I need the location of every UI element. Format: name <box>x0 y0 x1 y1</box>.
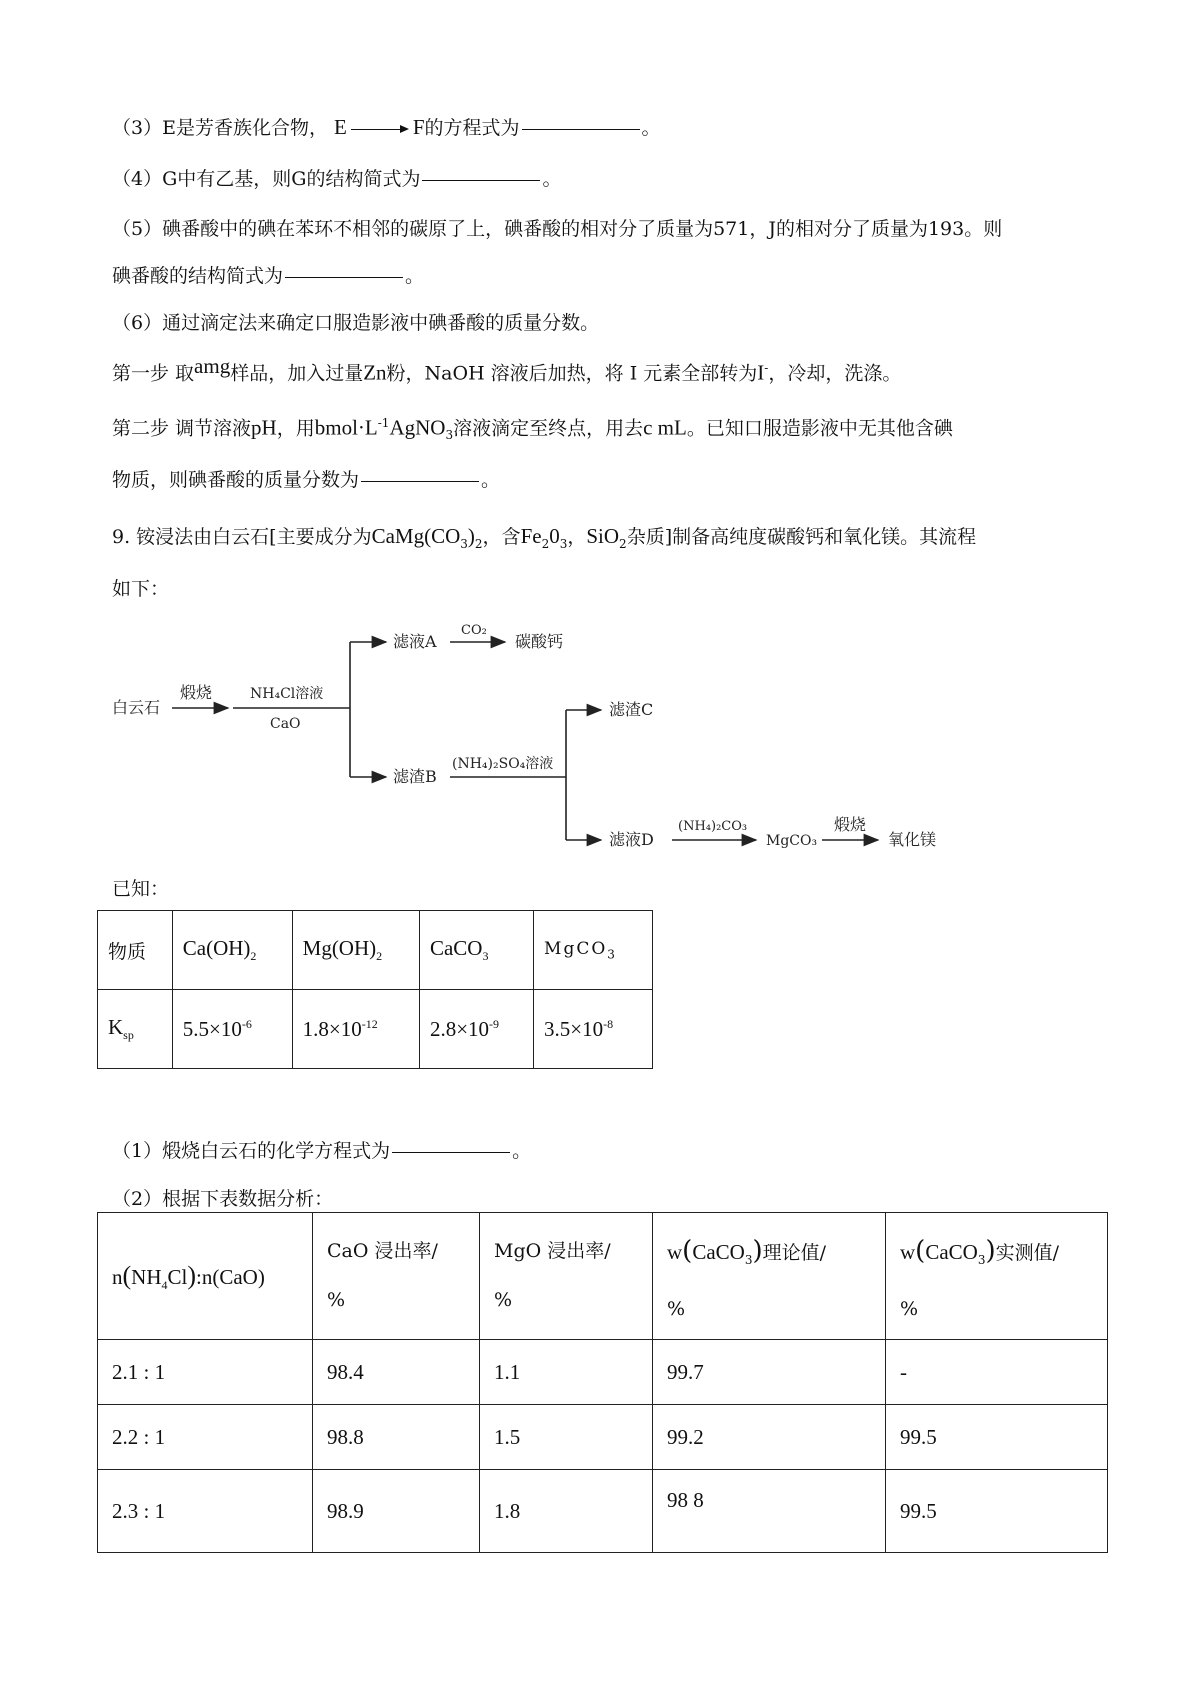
answer-blank[interactable] <box>392 1152 510 1153</box>
q9-fe: Fe <box>520 524 542 548</box>
flow-start: 白云石 <box>112 698 161 717</box>
answer-blank[interactable] <box>522 129 640 130</box>
step2-a: 第二步 调节溶液 <box>112 417 252 440</box>
flow-reagent-top: NH₄Cl溶液 <box>250 686 324 702</box>
cell-ratio: 2.2 : 1 <box>98 1405 313 1470</box>
step2-c: 溶液滴定至终点，用去 <box>453 417 644 440</box>
p2-line: （2）根据下表数据分析： <box>112 1188 334 1210</box>
header-theoretical <box>653 1213 886 1340</box>
q5-line2 <box>112 267 424 286</box>
step2-d: 。已知口服造影液中无其他含碘 <box>686 417 953 440</box>
ksp-value-row <box>98 990 653 1069</box>
h1d: :n(CaO) <box>196 1265 265 1290</box>
ksp-header-sub: 3 <box>607 947 617 962</box>
step3-end: 。 <box>481 469 501 491</box>
flow-residue-b: 滤渣B <box>393 767 437 786</box>
header-ratio <box>98 1213 313 1340</box>
ksp-header <box>419 911 533 990</box>
step2-agno: AgNO <box>389 415 446 440</box>
ksp-header-text: Mg(OH) <box>302 935 377 960</box>
step2-conc: bmol·L <box>314 415 378 440</box>
cell-cao: 98.9 <box>313 1470 480 1553</box>
h4d: % <box>667 1298 686 1321</box>
h4-paren-open: ( <box>682 1235 693 1266</box>
h4b-sub: 3 <box>744 1252 753 1267</box>
h5d: % <box>900 1298 919 1321</box>
process-flow-diagram <box>0 620 1200 860</box>
h1b: NH <box>131 1265 162 1290</box>
table-row <box>98 1340 1108 1405</box>
answer-blank[interactable] <box>422 180 540 181</box>
flow-mgo: 氧化镁 <box>888 830 937 849</box>
cell-cao: 98.8 <box>313 1405 480 1470</box>
cell-theoretical: 99.7 <box>653 1340 886 1405</box>
ksp-header-text: CaCO <box>429 935 483 960</box>
ksp-mantissa: 3.5×10 <box>544 1016 604 1041</box>
q3-prefix: （3）E是芳香族化合物， <box>112 117 328 139</box>
q9-formula: CaMg(CO <box>371 524 461 548</box>
flow-filtrate-a: 滤液A <box>393 632 437 651</box>
h5a: w <box>900 1239 916 1264</box>
leaching-data-table <box>97 1212 1108 1553</box>
q6-step2 <box>112 417 953 441</box>
flow-filtrate-d: 滤液D <box>609 830 654 849</box>
h5-paren-open: ( <box>915 1235 926 1266</box>
step1-b: 样品，加入过量 <box>230 362 364 385</box>
h3: MgO 浸出率/ <box>494 1239 611 1262</box>
q9-formula-sub2: 2 <box>474 536 483 551</box>
flow-reagent-d: (NH₄)₂CO₃ <box>678 819 748 834</box>
ksp-value <box>534 990 653 1069</box>
q9-fe-sub1: 2 <box>541 536 550 551</box>
h1-paren-close: ) <box>187 1261 197 1291</box>
q9-line1 <box>112 526 976 550</box>
q5-line1: （5）碘番酸中的碘在苯环不相邻的碳原了上，碘番酸的相对分了质量为571，J的相对分了质量为193。则 <box>112 218 1003 240</box>
q3-line <box>112 117 661 138</box>
ksp-label-sub: sp <box>123 1028 134 1043</box>
q9-a: 9. 铵浸法由白云石[主要成分为 <box>112 526 372 548</box>
flow-calcine2: 煅烧 <box>834 815 867 834</box>
q4-line <box>112 170 561 189</box>
answer-blank[interactable] <box>285 277 403 278</box>
h2b: % <box>327 1289 346 1311</box>
ksp-exponent: -9 <box>489 1016 500 1031</box>
ksp-mantissa: 2.8×10 <box>429 1016 490 1041</box>
step1-zn: Zn <box>363 360 387 385</box>
step3-text: 物质，则碘番酸的质量分数为 <box>112 469 360 491</box>
h5c: 实测值/ <box>995 1241 1060 1264</box>
step2-conc-exp: -1 <box>377 416 390 430</box>
h5-paren-close: ) <box>985 1235 996 1266</box>
answer-blank[interactable] <box>361 481 479 482</box>
q9-line2: 如下： <box>112 578 170 600</box>
cell-measured: 99.5 <box>886 1405 1108 1470</box>
q9-sio-sub: 2 <box>619 536 627 551</box>
ksp-exponent: -8 <box>603 1016 614 1031</box>
step1-ion-charge: - <box>764 361 769 375</box>
cell-theoretical: 98 8 <box>653 1470 886 1553</box>
step2-b: ，用 <box>276 417 315 440</box>
cell-measured: - <box>886 1340 1108 1405</box>
h4-paren-close: ) <box>752 1235 763 1266</box>
flow-calcine1: 煅烧 <box>180 683 213 702</box>
q9-fe-sub2: 3 <box>559 536 568 551</box>
header-measured <box>886 1213 1108 1340</box>
step1-d: ，冷却，洗涤。 <box>768 362 902 385</box>
flow-reagent-bottom: CaO <box>270 716 301 732</box>
step1-a: 第一步 取 <box>112 362 195 385</box>
q4-end: 。 <box>542 168 562 190</box>
h4a: w <box>667 1239 683 1264</box>
step2-agno-sub: 3 <box>445 428 454 443</box>
h5b-sub: 3 <box>977 1252 986 1267</box>
flow-reagent-b: (NH₄)₂SO₄溶液 <box>452 756 554 772</box>
cell-mgo: 1.8 <box>480 1470 653 1553</box>
q9-formula-sub1: 3 <box>460 536 468 551</box>
q3-f: F <box>412 115 425 139</box>
cell-mgo: 1.1 <box>480 1340 653 1405</box>
ksp-header-text: Ca(OH) <box>182 935 251 960</box>
p1-text: （1）煅烧白云石的化学方程式为 <box>112 1140 391 1162</box>
step1-amg: amg <box>194 354 231 379</box>
h1a: n <box>112 1265 123 1290</box>
header-mgo <box>480 1213 653 1340</box>
ksp-header-text: MgCO <box>544 938 608 959</box>
q5-end: 。 <box>405 265 425 287</box>
q4-text: （4）G中有乙基，则G的结构简式为 <box>112 168 421 190</box>
known-label: 已知： <box>112 878 170 900</box>
ksp-row-label <box>98 990 173 1069</box>
ksp-header <box>172 911 292 990</box>
flow-co2: CO₂ <box>461 623 487 638</box>
flow-mgco3: MgCO₃ <box>766 833 818 849</box>
h5b: CaCO <box>925 1239 978 1264</box>
ksp-header-row <box>98 911 653 990</box>
p1-end: 。 <box>512 1140 532 1162</box>
cell-cao: 98.4 <box>313 1340 480 1405</box>
header-cao <box>313 1213 480 1340</box>
data-header-row <box>98 1213 1108 1340</box>
q9-c: ， <box>567 526 587 548</box>
ksp-mantissa: 1.8×10 <box>302 1016 362 1041</box>
cell-measured: 99.5 <box>886 1470 1108 1553</box>
reaction-arrow-icon <box>351 124 409 134</box>
step1-c: 粉，NaOH 溶液后加热，将 I 元素全部转为 <box>386 362 758 385</box>
ksp-value <box>172 990 292 1069</box>
flow-residue-c: 滤渣C <box>609 700 654 719</box>
h3b: % <box>494 1289 513 1311</box>
ksp-exponent: -12 <box>361 1016 378 1031</box>
h4c: 理论值/ <box>762 1241 827 1264</box>
step2-ph: pH <box>251 415 277 440</box>
h1c: Cl <box>167 1265 188 1290</box>
ksp-label-k: K <box>108 1014 124 1039</box>
cell-theoretical: 99.2 <box>653 1405 886 1470</box>
h1-paren-open: ( <box>122 1261 132 1291</box>
table-row <box>98 1405 1108 1470</box>
q9-b: ，含 <box>482 526 521 548</box>
q9-d: 杂质]制备高纯度碳酸钙和氧化镁。其流程 <box>626 526 977 548</box>
ksp-header-substance: 物质 <box>98 911 173 990</box>
q6-step3 <box>112 471 500 490</box>
ksp-value <box>419 990 533 1069</box>
ksp-header-sub: 2 <box>376 949 383 964</box>
p1-line <box>112 1142 531 1161</box>
q6-intro: （6）通过滴定法来确定口服造影液中碘番酸的质量分数。 <box>112 312 600 334</box>
flow-caco3: 碳酸钙 <box>515 632 564 651</box>
q5-line2-text: 碘番酸的结构简式为 <box>112 265 284 287</box>
cell-ratio: 2.3 : 1 <box>98 1470 313 1553</box>
q3-end: 。 <box>641 117 661 139</box>
cell-mgo: 1.5 <box>480 1405 653 1470</box>
ksp-header-sub: 2 <box>250 949 257 964</box>
cell-ratio: 2.1 : 1 <box>98 1340 313 1405</box>
q6-step1 <box>112 354 902 385</box>
table-row <box>98 1470 1108 1553</box>
step1-ion: I <box>757 360 765 385</box>
h4b: CaCO <box>692 1239 745 1264</box>
h1b-sub: 4 <box>161 1278 168 1293</box>
q3-suffix: 的方程式为 <box>424 117 520 139</box>
q9-sio: SiO <box>586 524 620 548</box>
ksp-table <box>97 910 653 1069</box>
ksp-header <box>534 911 653 990</box>
step2-vol: c mL <box>643 415 687 440</box>
q9-fe-o: 0 <box>549 524 560 548</box>
q3-e: E <box>334 115 347 139</box>
ksp-header <box>292 911 419 990</box>
ksp-mantissa: 5.5×10 <box>182 1016 242 1041</box>
ksp-header-sub: 3 <box>482 949 489 964</box>
h2: CaO 浸出率/ <box>327 1239 438 1262</box>
ksp-value <box>292 990 419 1069</box>
ksp-exponent: -6 <box>241 1016 252 1031</box>
q9-formula-end: ) <box>467 524 475 548</box>
